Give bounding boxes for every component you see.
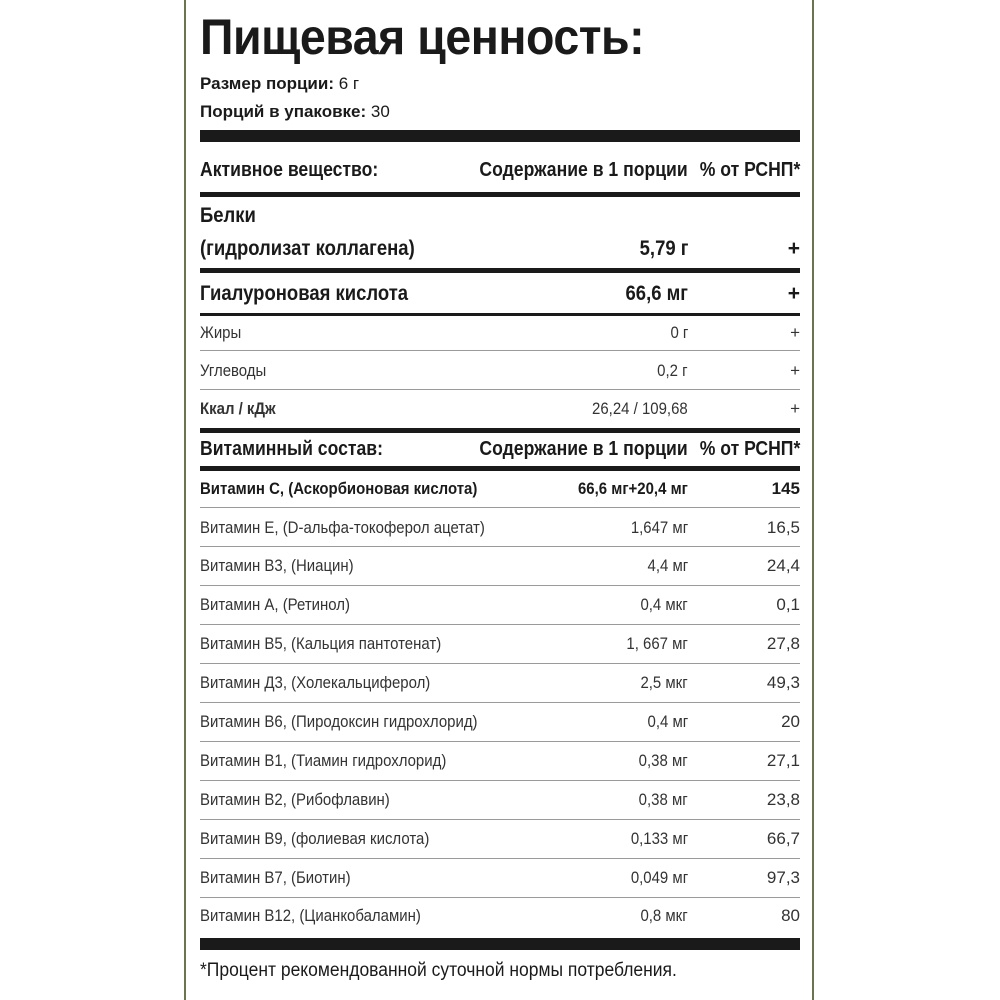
energy-name: Ккал / кДж bbox=[200, 399, 276, 418]
vitamin-c-name: Витамин С, (Аскорбионовая кислота) bbox=[200, 479, 478, 498]
energy-pct: + bbox=[790, 399, 800, 418]
vitamin-header-col2: Содержание в 1 порции bbox=[479, 437, 688, 460]
vitamin-pct: 16,5 bbox=[766, 518, 800, 537]
vitamin-pct: 23,8 bbox=[766, 790, 800, 809]
vitamin-name: Витамин В3, (Ниацин) bbox=[200, 556, 354, 575]
vitamin-row bbox=[200, 781, 800, 819]
active-header-row bbox=[200, 150, 800, 190]
serving-size-value: 6 г bbox=[338, 74, 360, 93]
vitamin-name: Витамин В7, (Биотин) bbox=[200, 868, 351, 887]
protein-name-line2: (гидролизат коллагена) bbox=[200, 237, 415, 260]
vitamin-row bbox=[200, 547, 800, 585]
row-separator bbox=[200, 350, 800, 351]
servings-per-pack-label: Порций в упаковке: bbox=[200, 102, 367, 121]
vitamin-row bbox=[200, 703, 800, 741]
vitamin-name: Витамин В5, (Кальция пантотенат) bbox=[200, 634, 442, 653]
vitamin-row bbox=[200, 625, 800, 663]
vitamin-amount: 0,38 мг bbox=[638, 790, 688, 809]
row-separator bbox=[200, 389, 800, 390]
page-title: Пищевая ценность: bbox=[200, 9, 645, 65]
vitamin-pct: 27,8 bbox=[766, 634, 800, 653]
vitamin-amount: 1, 667 мг bbox=[626, 634, 688, 653]
divider-bar bbox=[200, 192, 800, 197]
vitamin-name: Витамин А, (Ретинол) bbox=[200, 595, 350, 614]
fats-amount: 0 г bbox=[670, 323, 688, 342]
vitamin-row bbox=[200, 820, 800, 858]
vitamin-name: Витамин В2, (Рибофлавин) bbox=[200, 790, 390, 809]
vitamin-amount: 1,647 мг bbox=[630, 518, 688, 537]
protein-pct: + bbox=[787, 237, 800, 260]
vitamin-pct: 0,1 bbox=[776, 595, 800, 614]
serving-size bbox=[200, 74, 359, 94]
vitamin-row bbox=[200, 664, 800, 702]
vitamin-amount: 0,4 мг bbox=[647, 712, 688, 731]
protein-row bbox=[200, 232, 800, 266]
servings-per-pack bbox=[200, 102, 390, 122]
vitamin-c-amount: 66,6 мг+20,4 мг bbox=[578, 479, 688, 498]
vitamin-amount: 2,5 мкг bbox=[640, 673, 688, 692]
vitamin-amount: 4,4 мг bbox=[647, 556, 688, 575]
protein-amount: 5,79 г bbox=[639, 237, 688, 260]
fats-pct: + bbox=[790, 323, 800, 342]
vitamin-row bbox=[200, 898, 800, 934]
vitamin-header-col3: % от РСНП* bbox=[699, 437, 800, 460]
vitamin-header-col1: Витаминный состав: bbox=[200, 437, 383, 460]
vitamin-c-row bbox=[200, 471, 800, 507]
vitamin-name: Витамин В1, (Тиамин гидрохлорид) bbox=[200, 751, 447, 770]
vitamin-pct: 66,7 bbox=[766, 829, 800, 848]
servings-per-pack-value: 30 bbox=[370, 102, 390, 121]
fats-row bbox=[200, 316, 800, 350]
vitamin-name: Витамин В12, (Цианкобаламин) bbox=[200, 906, 421, 925]
hyaluronic-row bbox=[200, 276, 800, 312]
hyaluronic-amount: 66,6 мг bbox=[625, 282, 688, 305]
vitamin-amount: 0,8 мкг bbox=[640, 906, 688, 925]
vitamin-pct: 20 bbox=[781, 712, 800, 731]
row-separator bbox=[200, 507, 800, 508]
active-header-col1: Активное вещество: bbox=[200, 158, 379, 181]
vitamin-row bbox=[200, 586, 800, 624]
vitamin-pct: 24,4 bbox=[766, 556, 800, 575]
footnote: *Процент рекомендованной суточной нормы потребления. bbox=[200, 960, 677, 981]
vitamin-header-row bbox=[200, 433, 800, 465]
vitamin-amount: 0,38 мг bbox=[638, 751, 688, 770]
hyaluronic-name: Гиалуроновая кислота bbox=[200, 282, 409, 305]
vitamin-row bbox=[200, 509, 800, 547]
vitamin-row bbox=[200, 859, 800, 897]
carbs-pct: + bbox=[790, 361, 800, 380]
protein-name-line1: Белки bbox=[200, 204, 256, 227]
hyaluronic-pct: + bbox=[787, 282, 800, 305]
vitamin-pct: 49,3 bbox=[766, 673, 800, 692]
fats-name: Жиры bbox=[200, 323, 242, 342]
vitamin-name: Витамин В6, (Пиродоксин гидрохлорид) bbox=[200, 712, 478, 731]
vitamin-row bbox=[200, 742, 800, 780]
carbs-name: Углеводы bbox=[200, 361, 267, 380]
vitamin-name: Витамин Д3, (Холекальциферол) bbox=[200, 673, 431, 692]
vitamin-pct: 27,1 bbox=[766, 751, 800, 770]
vitamin-amount: 0,133 мг bbox=[630, 829, 688, 848]
vitamin-amount: 0,4 мкг bbox=[640, 595, 688, 614]
carbs-amount: 0,2 г bbox=[657, 361, 688, 380]
active-header-col3: % от РСНП* bbox=[699, 158, 800, 181]
carbs-row bbox=[200, 353, 800, 389]
vitamin-pct: 80 bbox=[781, 906, 800, 925]
vitamin-pct: 97,3 bbox=[766, 868, 800, 887]
divider-bar bbox=[200, 130, 800, 142]
energy-row bbox=[200, 391, 800, 427]
vitamin-name: Витамин В9, (фолиевая кислота) bbox=[200, 829, 430, 848]
divider-bar bbox=[200, 938, 800, 950]
active-header-col2: Содержание в 1 порции bbox=[479, 158, 688, 181]
vitamin-amount: 0,049 мг bbox=[630, 868, 688, 887]
vitamin-c-pct: 145 bbox=[771, 479, 800, 498]
divider-bar bbox=[200, 268, 800, 273]
vitamin-name: Витамин Е, (D-альфа-токоферол ацетат) bbox=[200, 518, 485, 537]
serving-size-label: Размер порции: bbox=[200, 74, 334, 93]
energy-amount: 26,24 / 109,68 bbox=[592, 399, 688, 418]
protein-row-line1 bbox=[200, 200, 800, 232]
